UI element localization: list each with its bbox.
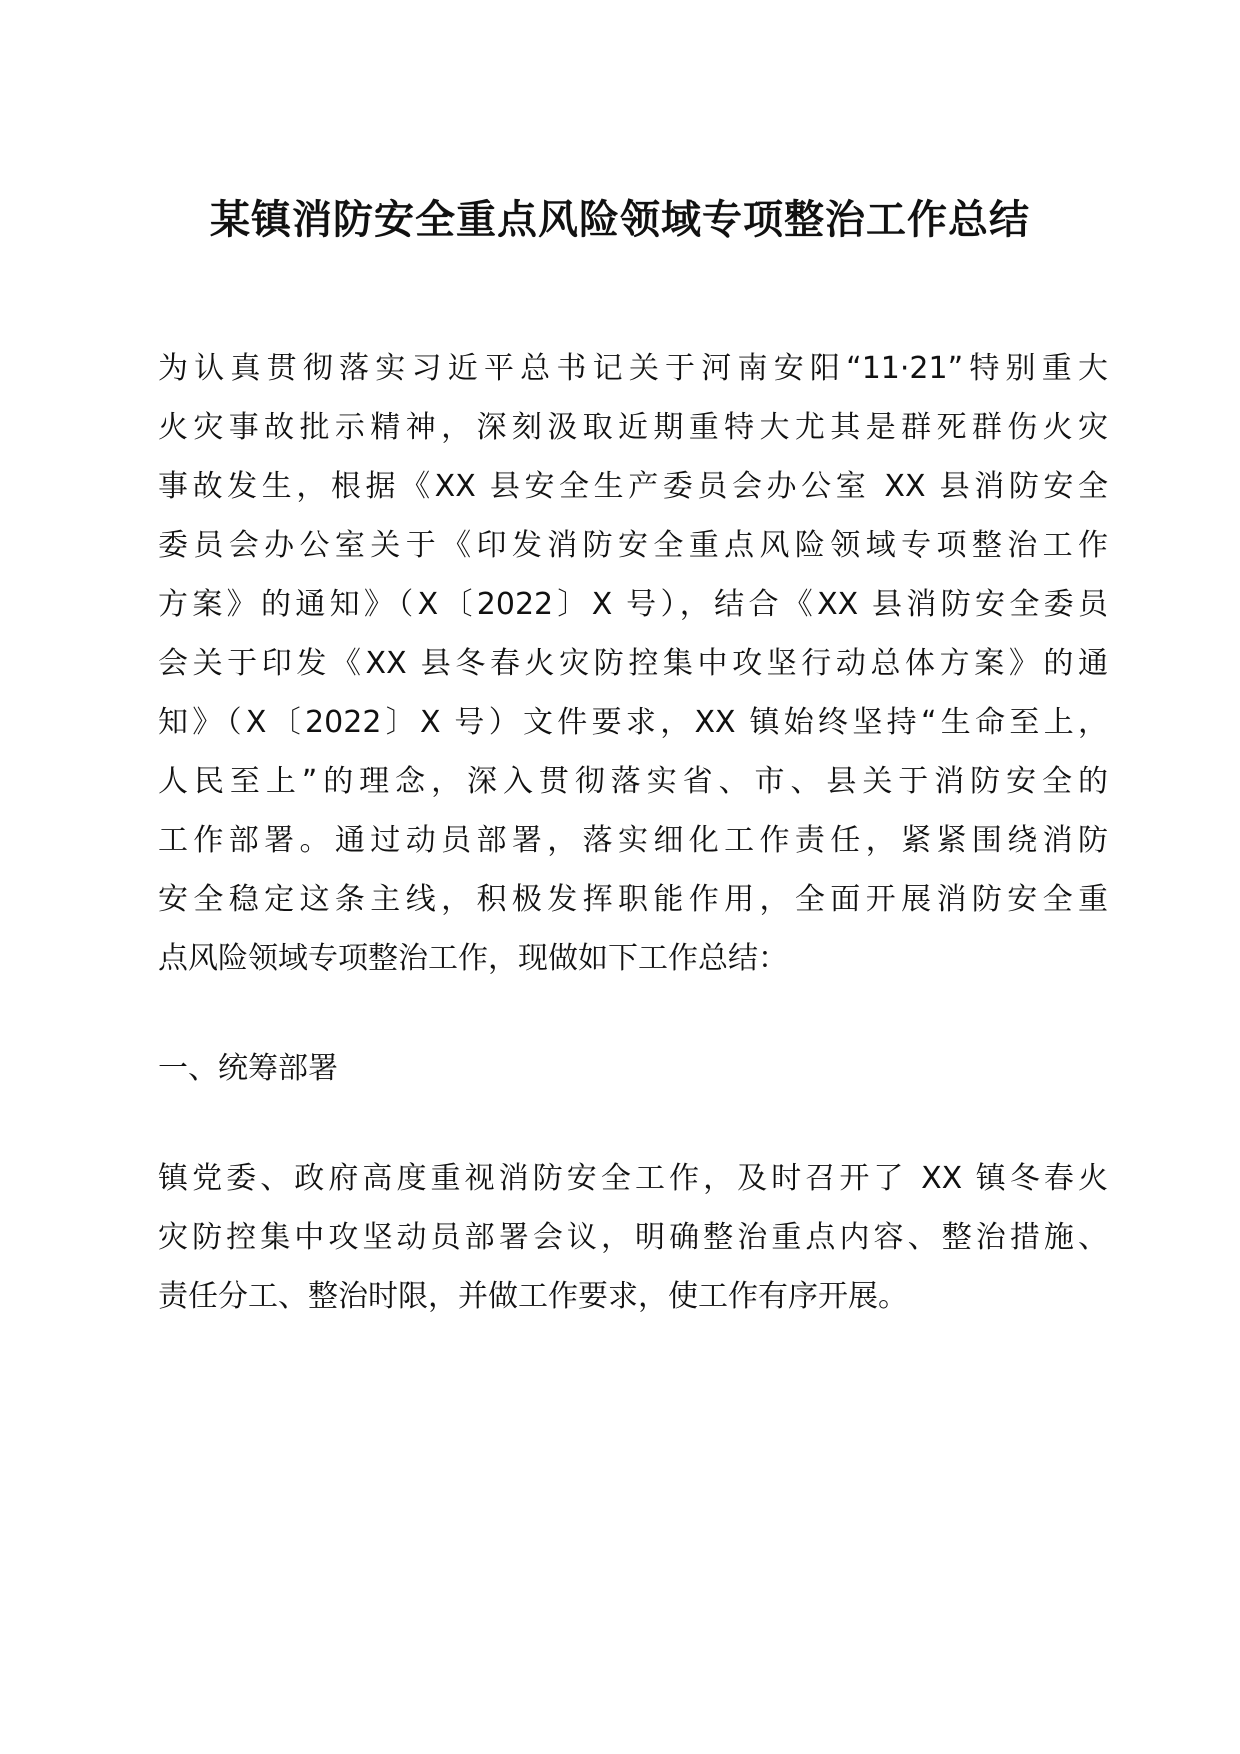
intro-paragraph-line: 事故发生，根据《XX 县安全生产委员会办公室 XX 县消防安全 <box>158 469 1108 504</box>
intro-paragraph-line: 人民至上”的理念，深入贯彻落实省、市、县关于消防安全的 <box>158 764 1108 799</box>
intro-paragraph-line: 工作部署。通过动员部署，落实细化工作责任，紧紧围绕消防 <box>158 823 1108 858</box>
intro-paragraph-line: 为认真贯彻落实习近平总书记关于河南安阳“11·21”特别重大 <box>158 351 1108 386</box>
intro-paragraph-line: 会关于印发《XX 县冬春火灾防控集中攻坚行动总体方案》的通 <box>158 646 1108 681</box>
intro-paragraph-line: 方案》的通知》（X〔2022〕X 号），结合《XX 县消防安全委员 <box>158 587 1108 622</box>
section-paragraph-line: 灾防控集中攻坚动员部署会议，明确整治重点内容、整治措施、 <box>158 1220 1108 1255</box>
document-title: 某镇消防安全重点风险领域专项整治工作总结 <box>210 197 1030 243</box>
section-paragraph-line: 责任分工、整治时限，并做工作要求，使工作有序开展。 <box>158 1279 908 1314</box>
section-paragraph-line: 镇党委、政府高度重视消防安全工作，及时召开了 XX 镇冬春火 <box>158 1161 1108 1196</box>
intro-paragraph-line: 委员会办公室关于《印发消防安全重点风险领域专项整治工作 <box>158 528 1108 563</box>
section-heading: 一、统筹部署 <box>158 1051 338 1086</box>
intro-paragraph-line: 火灾事故批示精神，深刻汲取近期重特大尤其是群死群伤火灾 <box>158 410 1108 445</box>
intro-paragraph-line: 安全稳定这条主线，积极发挥职能作用，全面开展消防安全重 <box>158 882 1108 917</box>
intro-paragraph-line: 点风险领域专项整治工作，现做如下工作总结： <box>158 941 788 976</box>
intro-paragraph-line: 知》（X〔2022〕X 号）文件要求，XX 镇始终坚持“生命至上， <box>158 705 1108 740</box>
